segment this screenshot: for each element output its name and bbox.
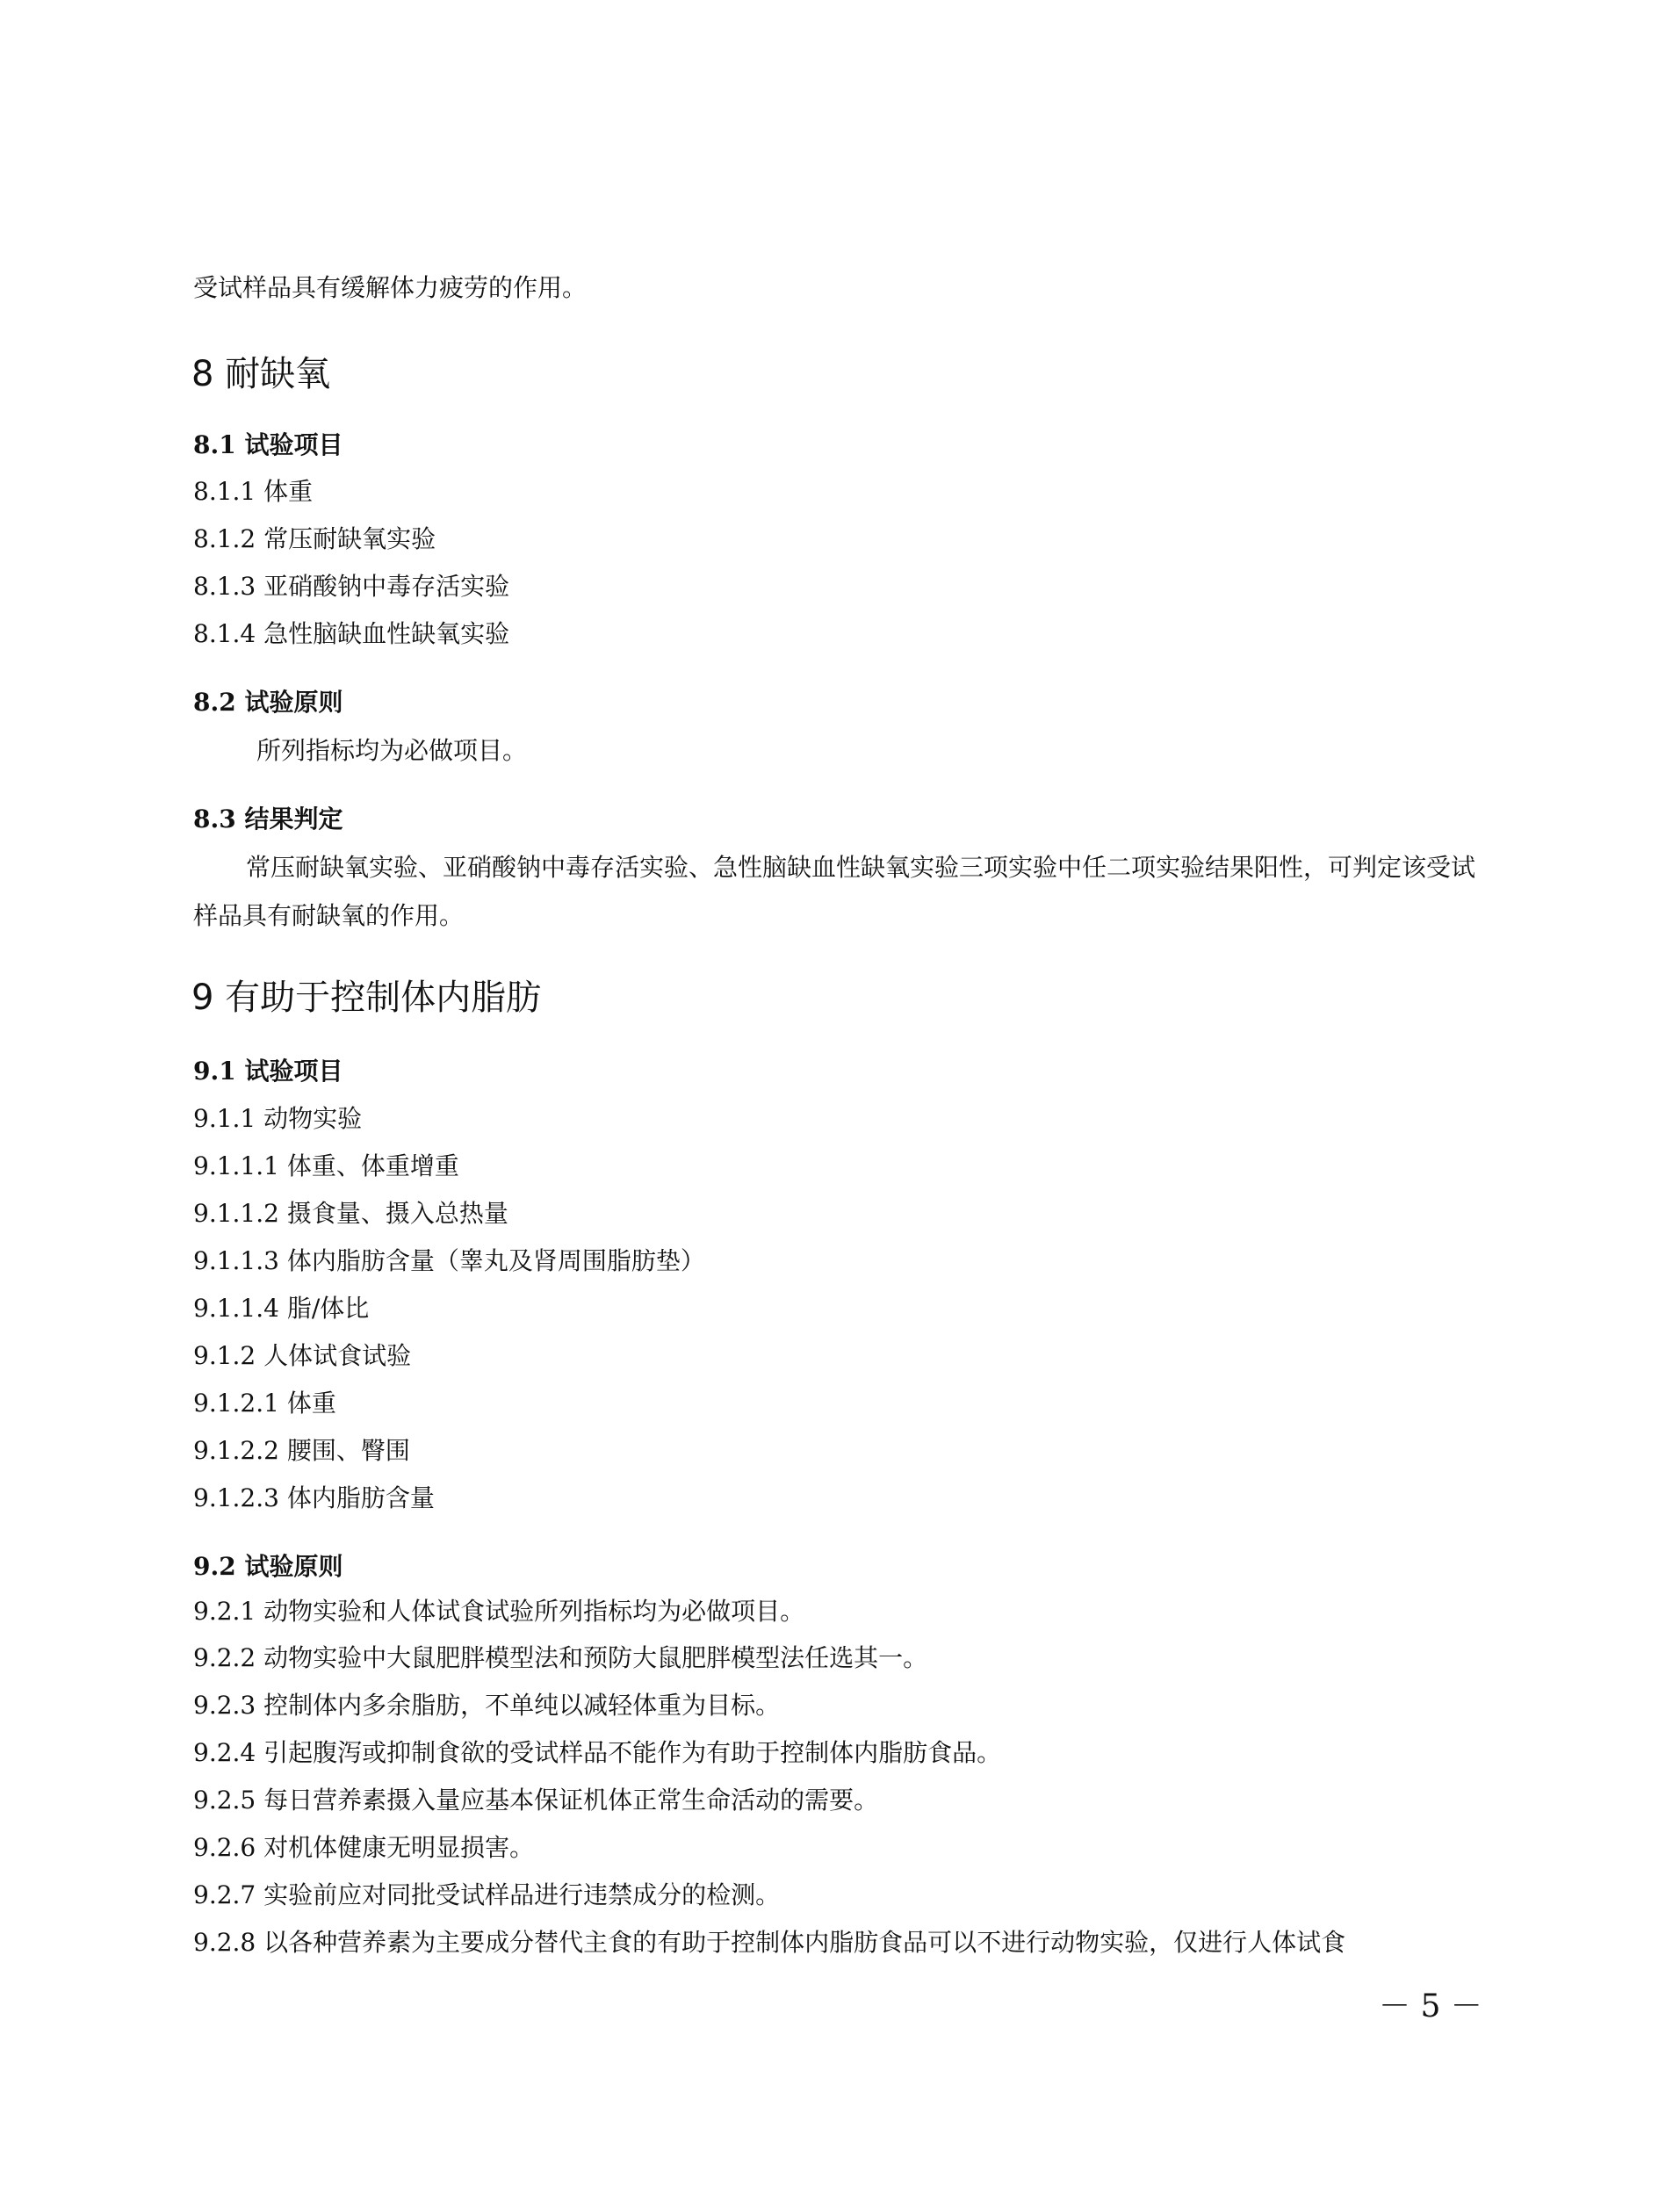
section-9-2-item: 9.2.2 动物实验中大鼠肥胖模型法和预防大鼠肥胖模型法任选其一。 bbox=[193, 1643, 928, 1672]
section-9-2-item: 9.2.3 控制体内多余脂肪，不单纯以减轻体重为目标。 bbox=[193, 1691, 781, 1720]
section-8-1-item: 8.1.4 急性脑缺血性缺氧实验 bbox=[193, 619, 510, 648]
section-8-heading: 8 耐缺氧 bbox=[191, 354, 331, 394]
section-9-heading: 9 有助于控制体内脂肪 bbox=[191, 978, 542, 1018]
section-8-1-item: 8.1.2 常压耐缺氧实验 bbox=[193, 524, 436, 553]
section-9-1-item: 9.1.1 动物实验 bbox=[193, 1104, 363, 1133]
section-8-1-heading: 8.1 试验项目 bbox=[193, 430, 343, 459]
section-8-2-heading: 8.2 试验原则 bbox=[193, 688, 343, 717]
section-9-1-item: 9.1.1.3 体内脂肪含量（睾丸及肾周围脂肪垫） bbox=[193, 1246, 705, 1275]
section-9-2-item: 9.2.6 对机体健康无明显损害。 bbox=[193, 1833, 535, 1862]
section-9-2-item: 9.2.4 引起腹泻或抑制食欲的受试样品不能作为有助于控制体内脂肪食品。 bbox=[193, 1738, 1002, 1767]
intro-line: 受试样品具有缓解体力疲劳的作用。 bbox=[193, 273, 588, 302]
section-8-3-heading: 8.3 结果判定 bbox=[193, 805, 343, 833]
section-9-2-heading: 9.2 试验原则 bbox=[193, 1552, 343, 1581]
section-9-2-item: 9.2.1 动物实验和人体试食试验所列指标均为必做项目。 bbox=[193, 1597, 805, 1626]
section-9-1-item: 9.1.2.1 体重 bbox=[193, 1389, 336, 1418]
section-9-1-item: 9.1.2.3 体内脂肪含量 bbox=[193, 1483, 435, 1512]
section-9-2-item: 9.2.8 以各种营养素为主要成分替代主食的有助于控制体内脂肪食品可以不进行动物实验，仅进行人体试食 bbox=[193, 1928, 1346, 1957]
section-9-1-item: 9.1.2 人体试食试验 bbox=[193, 1341, 412, 1370]
section-8-3-text: 常压耐缺氧实验、亚硝酸钠中毒存活实验、急性脑缺血性缺氧实验三项实验中任二项实验结果阳性，可判定该受试样品具有耐缺氧的作用。 bbox=[193, 853, 1476, 930]
section-8-2-text: 所列指标均为必做项目。 bbox=[256, 736, 528, 765]
section-8-1-item: 8.1.3 亚硝酸钠中毒存活实验 bbox=[193, 572, 510, 601]
section-9-1-heading: 9.1 试验项目 bbox=[193, 1057, 343, 1086]
section-9-1-item: 9.1.2.2 腰围、臀围 bbox=[193, 1436, 410, 1465]
section-9-1-item: 9.1.1.4 脂/体比 bbox=[193, 1294, 370, 1323]
section-9-1-item: 9.1.1.1 体重、体重增重 bbox=[193, 1151, 459, 1180]
section-8-1-item: 8.1.1 体重 bbox=[193, 477, 314, 506]
page-number: － 5 － bbox=[1379, 1988, 1482, 2024]
section-9-2-item: 9.2.5 每日营养素摄入量应基本保证机体正常生命活动的需要。 bbox=[193, 1786, 879, 1815]
section-9-2-item: 9.2.7 实验前应对同批受试样品进行违禁成分的检测。 bbox=[193, 1880, 781, 1909]
section-9-1-item: 9.1.1.2 摄食量、摄入总热量 bbox=[193, 1199, 508, 1228]
